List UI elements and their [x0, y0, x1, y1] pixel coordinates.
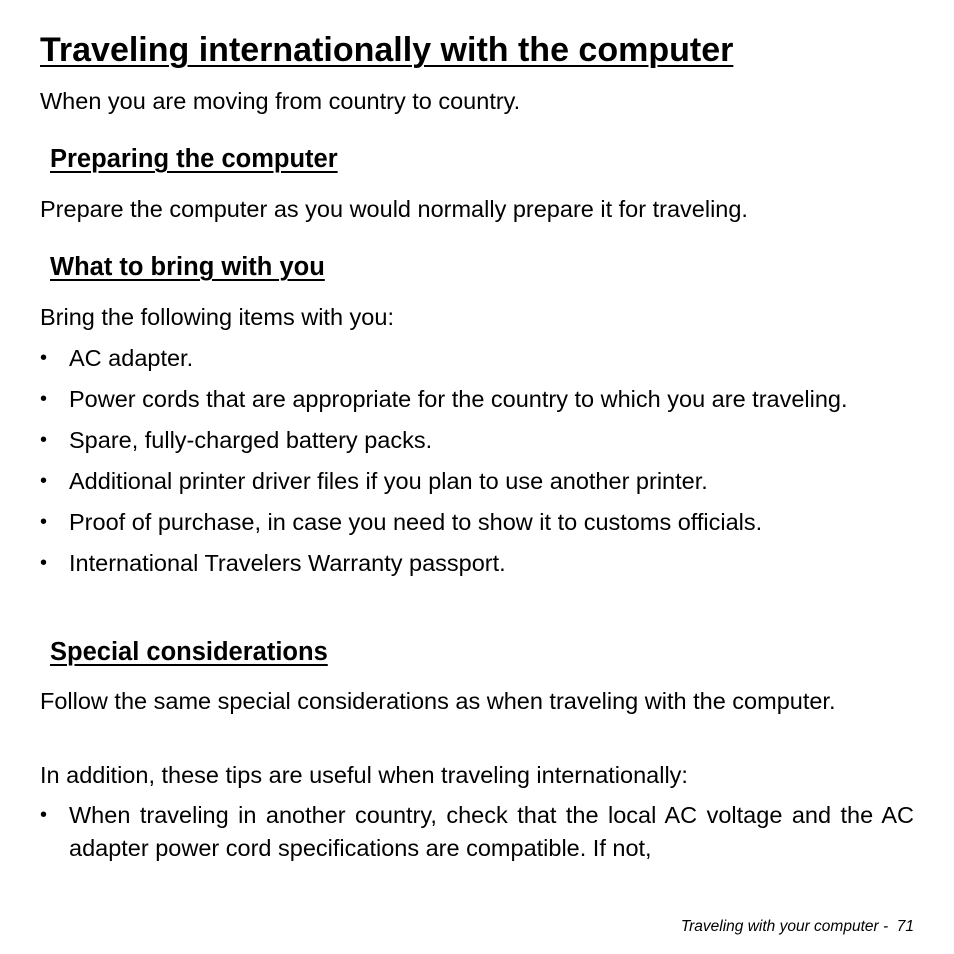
bullet-icon: • [40, 429, 48, 451]
section-paragraph: Follow the same special considerations as when traveling with the computer. [40, 688, 836, 714]
list-item-text: Proof of purchase, in case you need to show it to customs officials. [69, 509, 763, 535]
page-footer [681, 916, 914, 938]
list-item [40, 465, 914, 498]
list-item [40, 799, 914, 865]
section-paragraph: Bring the following items with you: [40, 304, 394, 330]
section-heading-preparing: Preparing the computer [50, 145, 338, 173]
bullet-icon: • [40, 470, 48, 492]
bullet-icon: • [40, 347, 48, 369]
section-heading-what-to-bring: What to bring with you [50, 253, 325, 281]
bring-items-list [40, 342, 914, 588]
page-title: Traveling internationally with the computer [40, 31, 734, 69]
list-item-text: Spare, fully-charged battery packs. [69, 427, 433, 453]
section-paragraph: Prepare the computer as you would normally prepare it for traveling. [40, 196, 748, 222]
list-item [40, 424, 914, 457]
list-item [40, 547, 914, 580]
list-item-text: International Travelers Warranty passport. [69, 550, 506, 576]
list-item [40, 342, 914, 375]
list-item-text: Power cords that are appropriate for the country to which you are traveling. [69, 386, 848, 412]
intro-paragraph: When you are moving from country to country. [40, 88, 521, 114]
list-item-text: Additional printer driver files if you plan to use another printer. [69, 468, 708, 494]
bullet-icon: • [40, 388, 48, 410]
section-paragraph: In addition, these tips are useful when traveling internationally: [40, 762, 688, 788]
bullet-icon: • [40, 552, 48, 574]
bullet-icon: • [40, 511, 48, 533]
list-item [40, 383, 914, 416]
tips-list [40, 799, 914, 873]
list-item-text: AC adapter. [69, 345, 194, 371]
bullet-icon: • [40, 804, 48, 826]
list-item-text: When traveling in another country, check that the local AC voltage and the AC adapter power cord specifications are compatible. If not, [69, 802, 914, 861]
list-item [40, 506, 914, 539]
footer-section-title: Traveling with your computer - [680, 918, 889, 935]
section-heading-special-considerations: Special considerations [50, 638, 328, 666]
page-number: 71 [896, 918, 914, 935]
